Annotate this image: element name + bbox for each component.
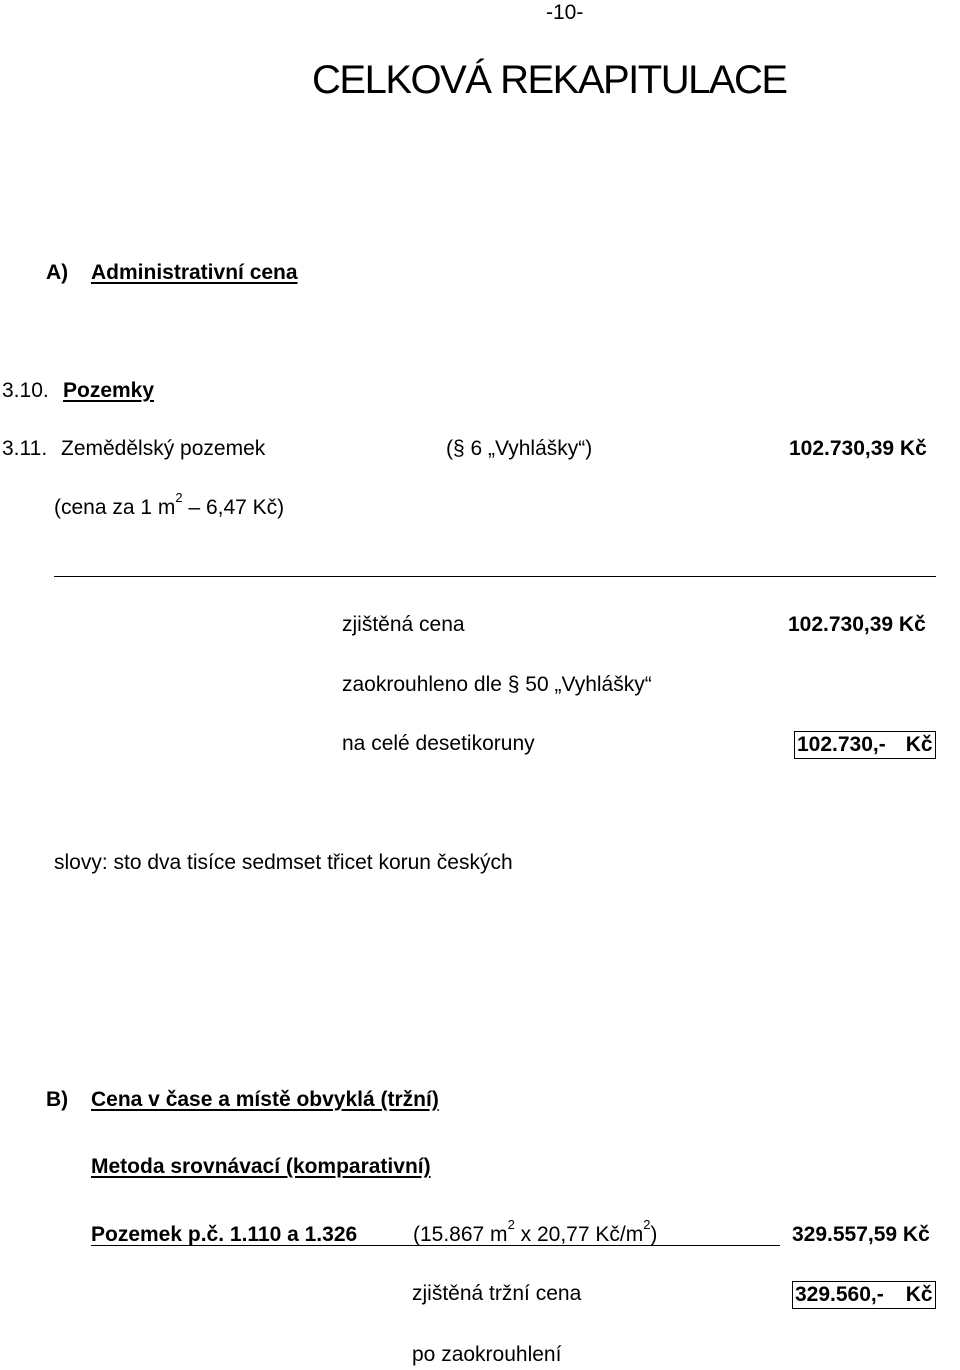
separator-line xyxy=(54,576,936,577)
found-price-label: zjištěná cena xyxy=(342,613,465,636)
item-number: 3.11. xyxy=(2,437,48,460)
section-b-heading: Cena v čase a místě obvyklá (tržní) xyxy=(91,1088,439,1111)
subsection-label: Pozemky xyxy=(63,379,155,402)
rounded-price-box xyxy=(794,731,936,759)
page-number: -10- xyxy=(546,1,584,24)
item-label: Zemědělský pozemek xyxy=(61,437,266,460)
parcel-calculation xyxy=(413,1217,658,1246)
rounded-price-amount: 102.730,- xyxy=(797,733,886,756)
rounded-price-currency: Kč xyxy=(905,733,933,756)
market-price-label: zjištěná tržní cena xyxy=(412,1282,582,1305)
parcel-label: Pozemek p.č. 1.110 a 1.326 xyxy=(91,1223,358,1246)
method-label: Metoda srovnávací (komparativní) xyxy=(91,1155,431,1178)
calc-close: ) xyxy=(650,1223,658,1246)
section-a-heading: Administrativní cena xyxy=(91,261,298,284)
calc-area: (15.867 m xyxy=(413,1223,508,1246)
after-rounding-label: po zaokrouhlení xyxy=(412,1343,562,1366)
item-reference: (§ 6 „Vyhlášky“) xyxy=(446,437,593,460)
rounding-note-tens: na celé desetikoruny xyxy=(342,732,535,755)
rounding-note: zaokrouhleno dle § 50 „Vyhlášky“ xyxy=(342,673,652,696)
unit-price-suffix: – 6,47 Kč) xyxy=(182,496,285,519)
section-b-marker: B) xyxy=(46,1088,69,1111)
price-in-words: slovy: sto dva tisíce sedmset třicet korun českých xyxy=(54,851,513,874)
market-price-currency: Kč xyxy=(905,1283,933,1306)
subsection-number: 3.10. xyxy=(2,379,49,402)
parcel-underline xyxy=(91,1245,780,1246)
calc-rate: x 20,77 Kč/m xyxy=(514,1223,644,1246)
page-title: CELKOVÁ REKAPITULACE xyxy=(312,58,787,102)
item-value: 102.730,39 Kč xyxy=(789,437,927,460)
calc-rate-exponent: 2 xyxy=(643,1217,651,1232)
calc-area-exponent: 2 xyxy=(507,1217,515,1232)
unit-price-note xyxy=(54,490,285,519)
market-price-amount: 329.560,- xyxy=(795,1283,884,1306)
parcel-value: 329.557,59 Kč xyxy=(792,1223,930,1246)
section-a-marker: A) xyxy=(46,261,69,284)
found-price-value: 102.730,39 Kč xyxy=(788,613,926,636)
unit-price-exponent: 2 xyxy=(175,490,183,505)
unit-price-prefix: (cena za 1 m xyxy=(54,496,176,519)
market-price-box xyxy=(792,1281,936,1309)
